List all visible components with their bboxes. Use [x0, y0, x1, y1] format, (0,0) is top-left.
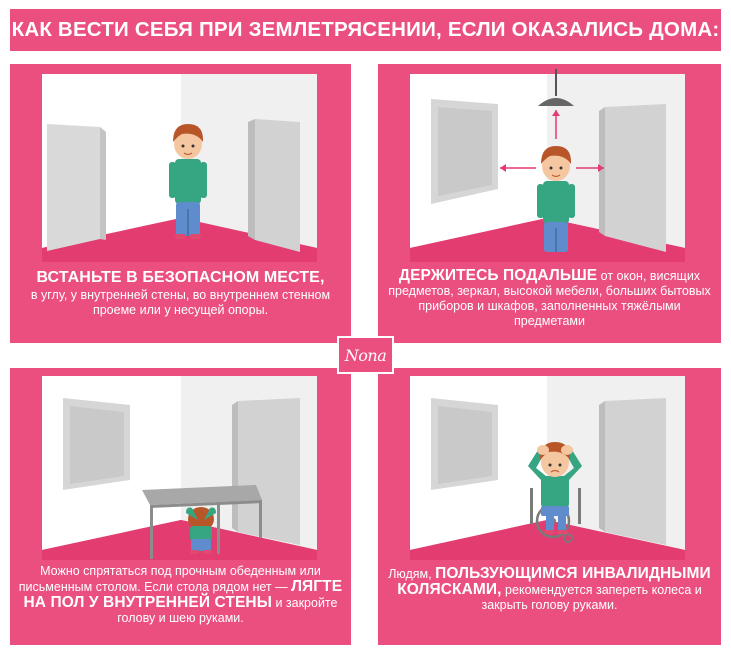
caption-wheelchair — [386, 566, 713, 613]
panel-wheelchair — [378, 368, 721, 645]
caption-safe-place — [18, 268, 343, 318]
caption-stay-away — [386, 268, 713, 329]
caption-highlight: ВСТАНЬТЕ В БЕЗОПАСНОМ МЕСТЕ, — [36, 269, 325, 286]
panel-under-table — [10, 368, 351, 645]
caption-highlight: ДЕРЖИТЕСЬ ПОДАЛЬШЕ — [398, 267, 598, 284]
caption-text: от окон, висящих предметов, зеркал, высокой мебели, больших бытовых приборов и шкафов, заполненных тяжёлыми предметами — [388, 269, 711, 328]
page-title: КАК ВЕСТИ СЕБЯ ПРИ ЗЕМЛЕТРЯСЕНИИ, ЕСЛИ ОКАЗАЛИСЬ ДОМА: — [10, 9, 721, 51]
panel-stay-away — [378, 64, 721, 343]
panel-safe-place — [10, 64, 351, 343]
brand-logo: Nona — [337, 336, 394, 374]
caption-highlight: ЛЯГТЕ НА ПОЛ У ВНУТРЕННЕЙ СТЕНЫ — [23, 578, 343, 611]
caption-text-before: Можно спрятаться под прочным обеденным или письменным столом. Если стола рядом нет — — [18, 564, 321, 594]
caption-highlight: ПОЛЬЗУЮЩИМСЯ ИНВАЛИДНЫМИ КОЛЯСКАМИ, — [397, 565, 711, 598]
caption-text: в углу, у внутренней стены, во внутреннем стенном проеме или у несущей опоры. — [30, 288, 331, 317]
caption-text-after: рекомендуется запереть колеса и закрыть голову руками. — [481, 583, 702, 612]
caption-text-before: Людям, — [388, 567, 436, 581]
caption-under-table — [18, 564, 343, 626]
caption-text-after: и закройте голову и шею руками. — [117, 596, 338, 625]
